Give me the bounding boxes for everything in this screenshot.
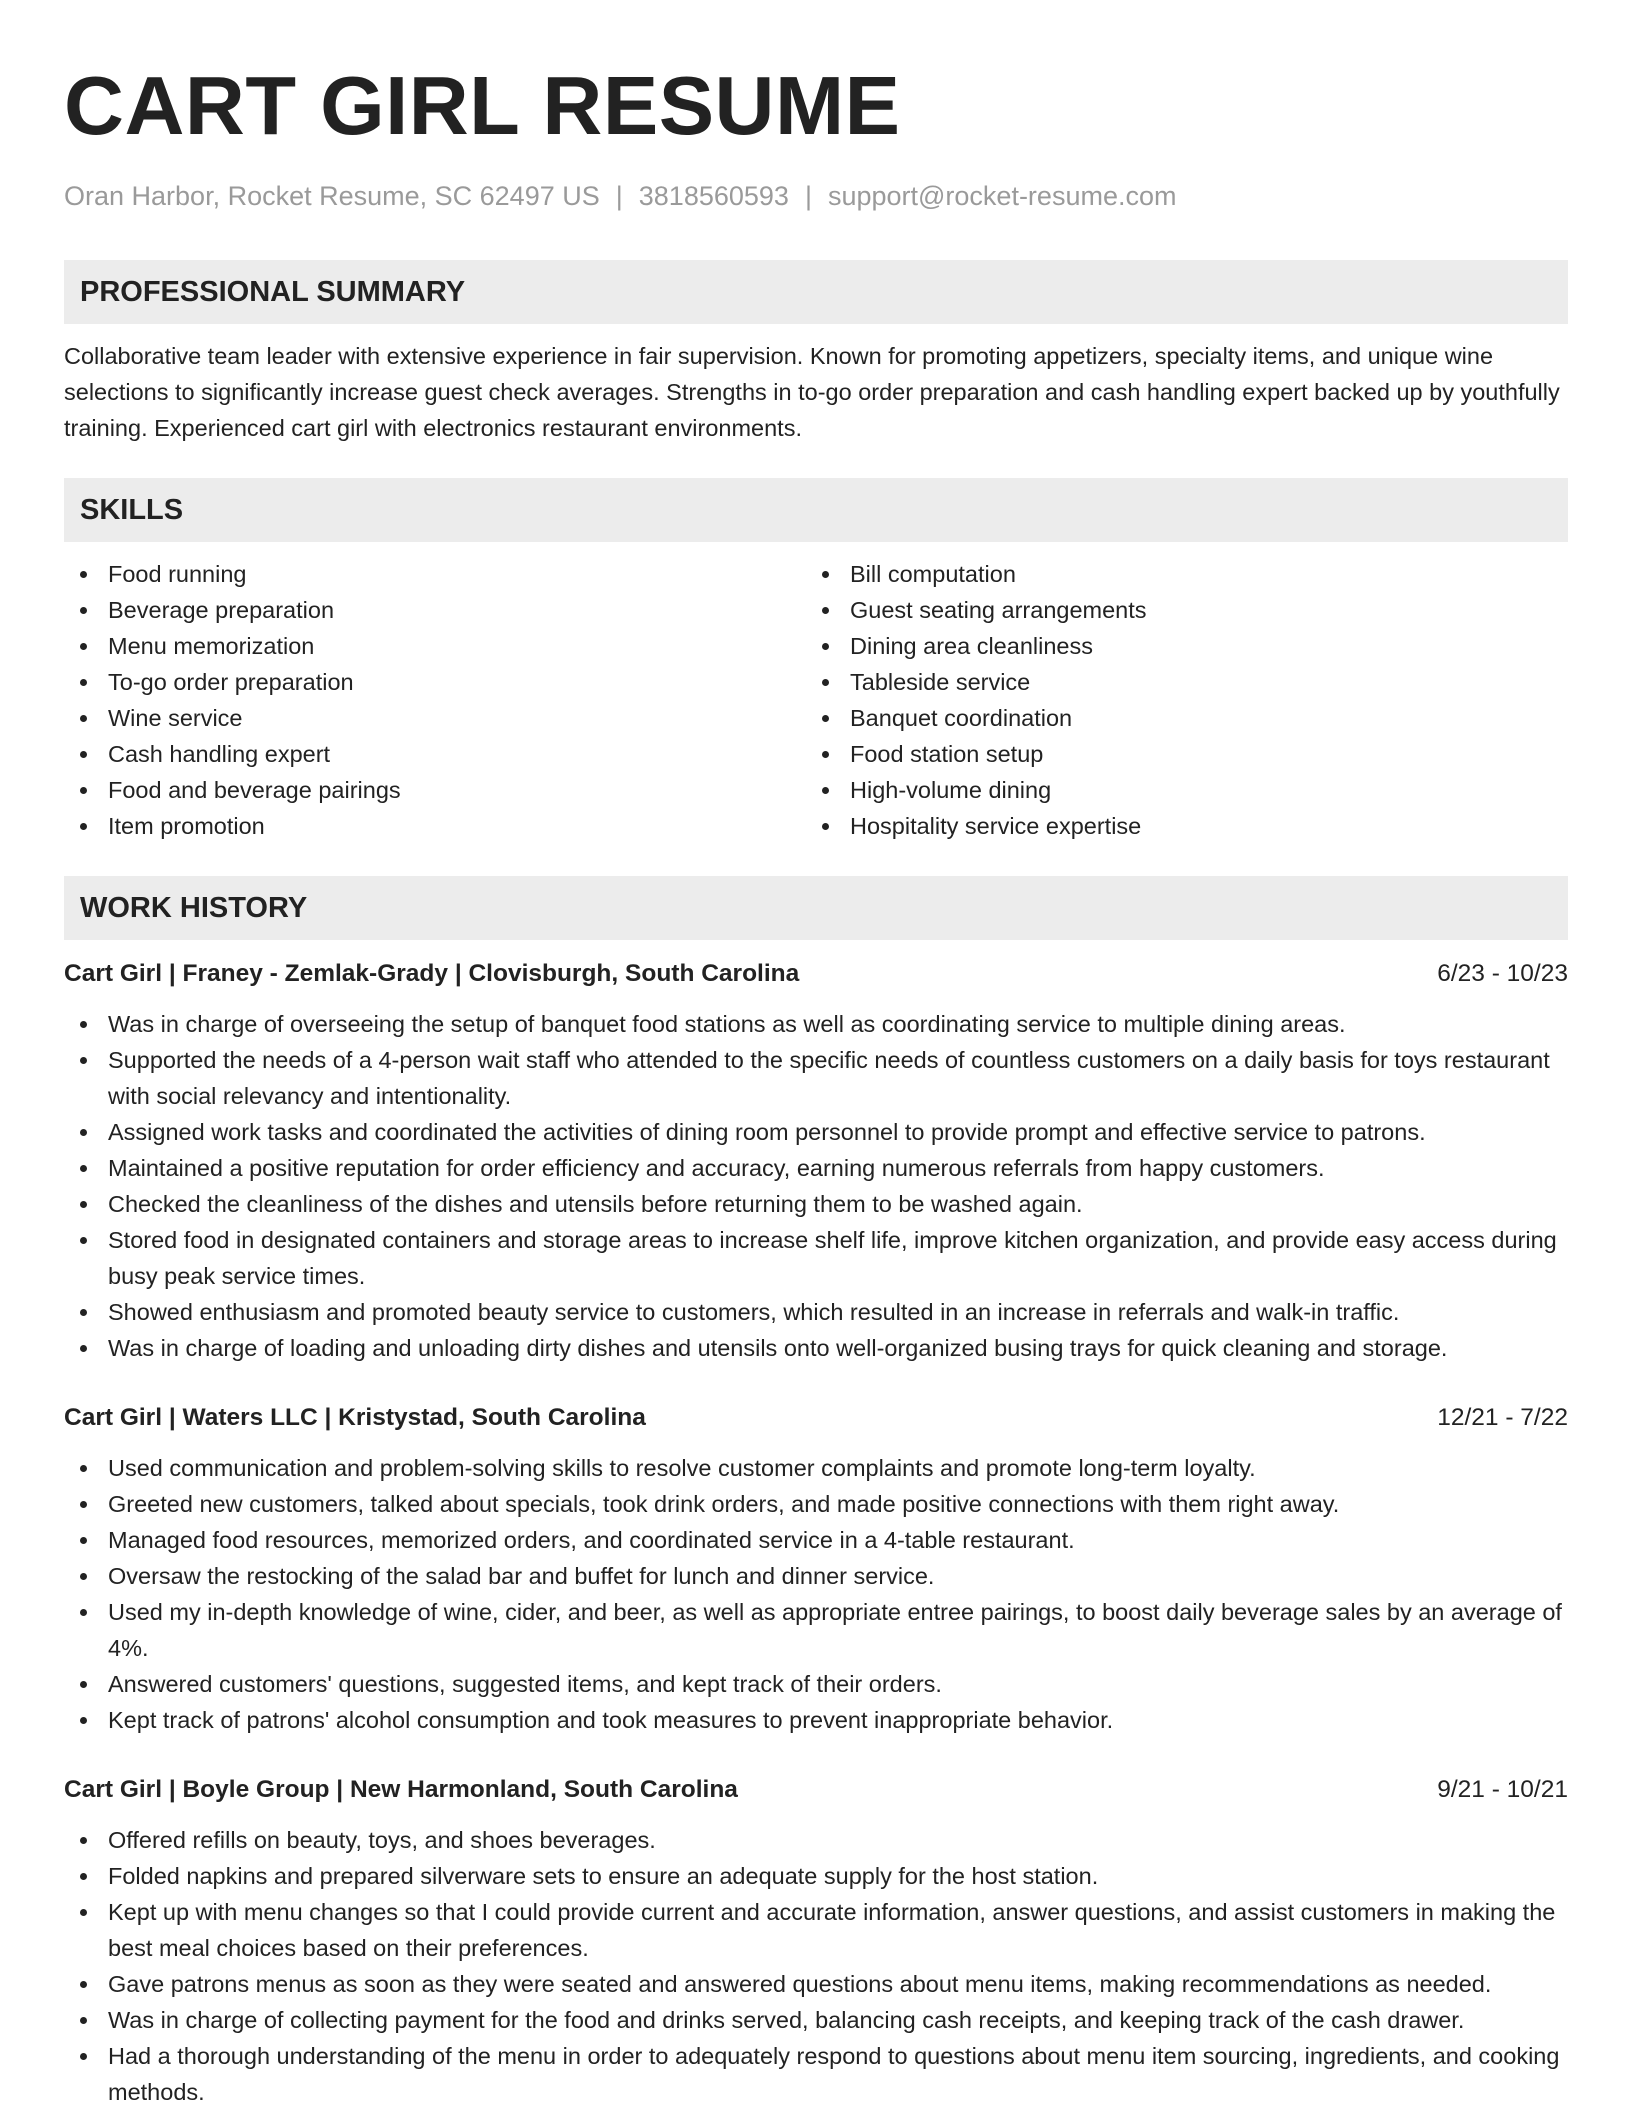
skills-heading: SKILLS	[64, 478, 1568, 542]
contact-line	[64, 178, 1568, 214]
job-title: Cart Girl | Boyle Group | New Harmonland, South Carolina	[64, 1776, 738, 1803]
summary-text: Collaborative team leader with extensive experience in fair supervision. Known for promoting appetizers, specialty items, and unique wine selections to significantly increase guest check averages. Strengths in to-go order preparation and cash handling expert backed up by youthfully training. Experienced cart girl with electronics restaurant environments.	[64, 343, 1560, 441]
job-header	[64, 1400, 1568, 1436]
job-bullet: Supported the needs of a 4-person wait staff who attended to the specific needs of countless customers on a daily basis for toys restaurant with social relevancy and intentionality.	[64, 1042, 1568, 1114]
job-entry	[64, 1400, 1568, 1738]
skills-list-right	[806, 556, 1548, 844]
skill-item: Wine service	[64, 700, 806, 736]
job-dates: 12/21 - 7/22	[1437, 1404, 1568, 1431]
skill-item: Food station setup	[806, 736, 1548, 772]
skill-item: Food running	[64, 556, 806, 592]
skill-item: Hospitality service expertise	[806, 808, 1548, 844]
job-bullet: Showed enthusiasm and promoted beauty service to customers, which resulted in an increase in referrals and walk-in traffic.	[64, 1294, 1568, 1330]
skill-item: Menu memorization	[64, 628, 806, 664]
job-bullet: Checked the cleanliness of the dishes and utensils before returning them to be washed again.	[64, 1186, 1568, 1222]
contact-phone: 3818560593	[638, 181, 789, 211]
job-bullet: Assigned work tasks and coordinated the activities of dining room personnel to provide prompt and effective service to patrons.	[64, 1114, 1568, 1150]
job-bullet: Gave patrons menus as soon as they were seated and answered questions about menu items, making recommendations as needed.	[64, 1966, 1568, 2002]
job-bullet: Used communication and problem-solving skills to resolve customer complaints and promote long-term loyalty.	[64, 1450, 1568, 1486]
job-bullet: Stored food in designated containers and storage areas to increase shelf life, improve kitchen organization, and provide easy access during busy peak service times.	[64, 1222, 1568, 1294]
contact-separator: |	[615, 181, 623, 211]
job-bullets	[64, 1822, 1568, 2110]
skills-columns	[64, 556, 1568, 844]
job-bullet: Kept track of patrons' alcohol consumption and took measures to prevent inappropriate behavior.	[64, 1702, 1568, 1738]
job-entry	[64, 956, 1568, 1366]
contact-email: support@rocket-resume.com	[827, 181, 1177, 211]
skill-item: Banquet coordination	[806, 700, 1548, 736]
job-bullet: Answered customers' questions, suggested items, and kept track of their orders.	[64, 1666, 1568, 1702]
job-title: Cart Girl | Franey - Zemlak-Grady | Clovisburgh, South Carolina	[64, 960, 800, 987]
skill-item: High-volume dining	[806, 772, 1548, 808]
work-history-heading: WORK HISTORY	[64, 876, 1568, 940]
job-bullets	[64, 1450, 1568, 1738]
job-bullet: Was in charge of overseeing the setup of banquet food stations as well as coordinating service to multiple dining areas.	[64, 1006, 1568, 1042]
job-bullet: Folded napkins and prepared silverware sets to ensure an adequate supply for the host station.	[64, 1858, 1568, 1894]
contact-address: Oran Harbor, Rocket Resume, SC 62497 US	[64, 181, 600, 211]
job-title: Cart Girl | Waters LLC | Kristystad, South Carolina	[64, 1404, 646, 1431]
job-dates: 9/21 - 10/21	[1437, 1776, 1568, 1803]
skill-item: Item promotion	[64, 808, 806, 844]
summary-section	[64, 260, 1568, 446]
job-bullet: Used my in-depth knowledge of wine, cider, and beer, as well as appropriate entree pairings, to boost daily beverage sales by an average of 4%.	[64, 1594, 1568, 1666]
resume-title: CART GIRL RESUME	[64, 59, 901, 152]
job-bullet: Managed food resources, memorized orders, and coordinated service in a 4-table restaurant.	[64, 1522, 1568, 1558]
job-bullets	[64, 1006, 1568, 1366]
skills-section	[64, 478, 1568, 844]
job-bullet: Kept up with menu changes so that I could provide current and accurate information, answer questions, and assist customers in making the best meal choices based on their preferences.	[64, 1894, 1568, 1966]
job-bullet: Was in charge of collecting payment for the food and drinks served, balancing cash receipts, and keeping track of the cash drawer.	[64, 2002, 1568, 2038]
contact-separator: |	[804, 181, 812, 211]
work-history-section	[64, 876, 1568, 2110]
summary-heading: PROFESSIONAL SUMMARY	[64, 260, 1568, 324]
skill-item: Food and beverage pairings	[64, 772, 806, 808]
resume-page	[64, 0, 1568, 2110]
job-bullet: Greeted new customers, talked about specials, took drink orders, and made positive connections with them right away.	[64, 1486, 1568, 1522]
job-bullet: Maintained a positive reputation for order efficiency and accuracy, earning numerous referrals from happy customers.	[64, 1150, 1568, 1186]
skill-item: Cash handling expert	[64, 736, 806, 772]
job-entry	[64, 1772, 1568, 2110]
job-header	[64, 956, 1568, 992]
skill-item: Guest seating arrangements	[806, 592, 1548, 628]
job-bullet: Had a thorough understanding of the menu in order to adequately respond to questions about menu item sourcing, ingredients, and cooking methods.	[64, 2038, 1568, 2110]
job-bullet: Oversaw the restocking of the salad bar and buffet for lunch and dinner service.	[64, 1558, 1568, 1594]
skill-item: To-go order preparation	[64, 664, 806, 700]
job-dates: 6/23 - 10/23	[1437, 960, 1568, 987]
job-bullet: Offered refills on beauty, toys, and shoes beverages.	[64, 1822, 1568, 1858]
skill-item: Beverage preparation	[64, 592, 806, 628]
job-bullet: Was in charge of loading and unloading dirty dishes and utensils onto well-organized busing trays for quick cleaning and storage.	[64, 1330, 1568, 1366]
skill-item: Bill computation	[806, 556, 1548, 592]
job-header	[64, 1772, 1568, 1808]
skill-item: Dining area cleanliness	[806, 628, 1548, 664]
skills-list-left	[64, 556, 806, 844]
skill-item: Tableside service	[806, 664, 1548, 700]
